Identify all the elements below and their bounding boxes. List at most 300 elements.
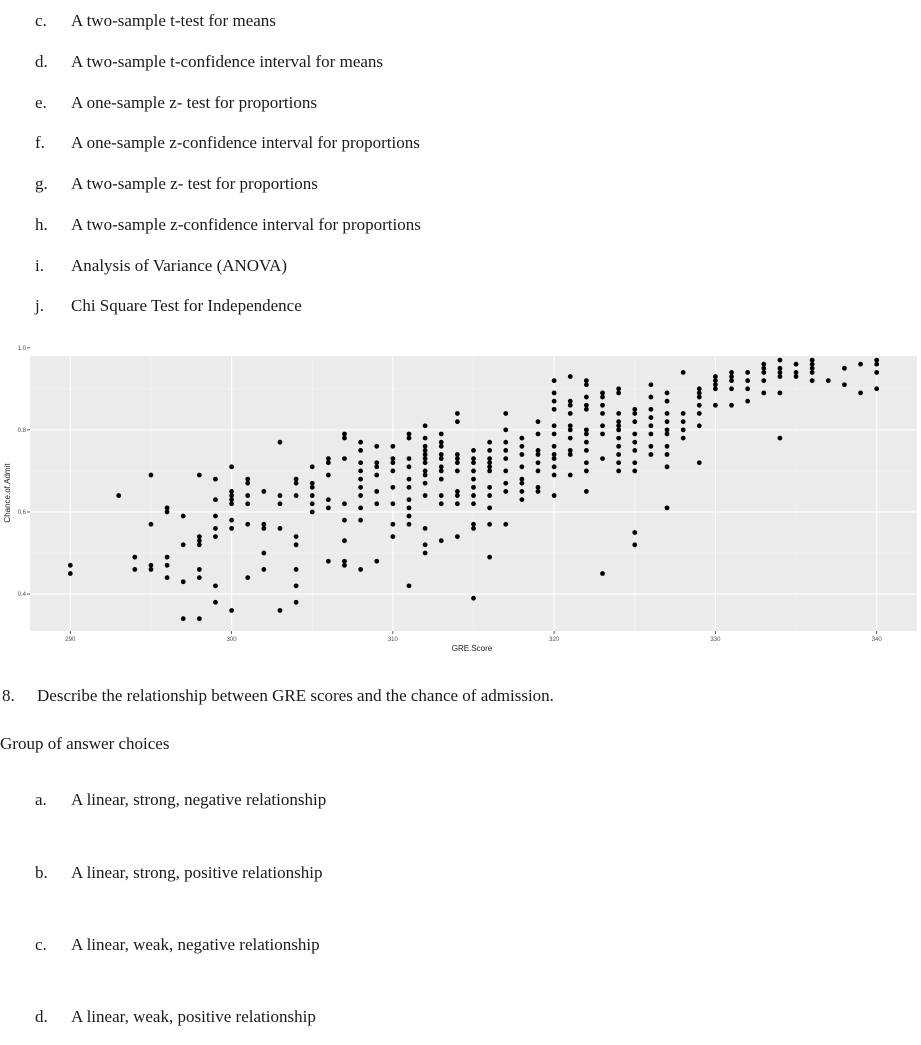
scatter-point bbox=[326, 473, 331, 478]
scatter-point bbox=[729, 378, 734, 383]
scatter-point bbox=[810, 366, 815, 371]
x-tick-label: 300 bbox=[226, 637, 237, 643]
scatter-point bbox=[584, 403, 589, 408]
scatter-point bbox=[810, 378, 815, 383]
scatter-point bbox=[713, 374, 718, 379]
scatter-point bbox=[761, 378, 766, 383]
scatter-point bbox=[536, 452, 541, 457]
scatter-point bbox=[552, 399, 557, 404]
scatter-point bbox=[503, 411, 508, 416]
scatter-point bbox=[584, 440, 589, 445]
scatter-point bbox=[471, 485, 476, 490]
scatter-point bbox=[632, 460, 637, 465]
scatter-point bbox=[697, 395, 702, 400]
scatter-point bbox=[536, 485, 541, 490]
x-tick-label: 320 bbox=[549, 637, 560, 643]
scatter-point bbox=[390, 534, 395, 539]
scatter-point bbox=[358, 567, 363, 572]
y-tick-label: 1.0 bbox=[17, 345, 26, 352]
scatter-point bbox=[390, 501, 395, 506]
scatter-point bbox=[697, 423, 702, 428]
scatter-point bbox=[649, 432, 654, 437]
scatter-point bbox=[536, 448, 541, 453]
scatter-point bbox=[471, 522, 476, 527]
scatter-point bbox=[745, 399, 750, 404]
scatter-point bbox=[568, 427, 573, 432]
scatter-point bbox=[68, 571, 73, 576]
scatter-point bbox=[374, 473, 379, 478]
scatter-point bbox=[181, 514, 186, 519]
scatter-point bbox=[681, 427, 686, 432]
scatter-point bbox=[423, 436, 428, 441]
scatter-point bbox=[600, 423, 605, 428]
scatter-point bbox=[261, 526, 266, 531]
scatter-point bbox=[294, 477, 299, 482]
scatter-point bbox=[665, 399, 670, 404]
scatter-point bbox=[568, 448, 573, 453]
scatter-point bbox=[278, 493, 283, 498]
scatter-point bbox=[423, 542, 428, 547]
option-text: A two-sample z-confidence interval for proportions bbox=[71, 215, 421, 234]
scatter-point bbox=[213, 526, 218, 531]
scatter-point bbox=[342, 456, 347, 461]
scatter-point bbox=[649, 382, 654, 387]
scatter-point bbox=[423, 452, 428, 457]
scatter-point bbox=[600, 571, 605, 576]
scatter-point bbox=[632, 530, 637, 535]
option-letter: i. bbox=[35, 256, 44, 275]
scatter-point bbox=[487, 448, 492, 453]
scatter-point bbox=[632, 469, 637, 474]
scatter-point bbox=[229, 501, 234, 506]
option-text: A two-sample t-test for means bbox=[71, 11, 276, 30]
scatter-point bbox=[407, 432, 412, 437]
scatter-point bbox=[181, 542, 186, 547]
scatter-point bbox=[584, 378, 589, 383]
scatter-point bbox=[278, 608, 283, 613]
scatter-point bbox=[229, 526, 234, 531]
scatter-point bbox=[455, 419, 460, 424]
scatter-point bbox=[761, 391, 766, 396]
scatter-point bbox=[584, 395, 589, 400]
scatter-point bbox=[503, 456, 508, 461]
scatter-point bbox=[149, 522, 154, 527]
option-letter: d. bbox=[35, 1007, 48, 1026]
scatter-point bbox=[487, 555, 492, 560]
scatter-point bbox=[616, 386, 621, 391]
y-tick-label: 0.6 bbox=[17, 509, 26, 516]
scatter-point bbox=[503, 427, 508, 432]
scatter-point bbox=[439, 432, 444, 437]
scatter-point bbox=[858, 362, 863, 367]
option-letter: b. bbox=[35, 863, 48, 882]
scatter-point bbox=[778, 370, 783, 375]
scatter-point bbox=[149, 563, 154, 568]
scatter-point bbox=[745, 386, 750, 391]
scatter-point bbox=[342, 436, 347, 441]
scatter-point bbox=[568, 374, 573, 379]
scatter-point bbox=[503, 469, 508, 474]
scatter-point bbox=[116, 493, 121, 498]
scatter-point bbox=[423, 448, 428, 453]
scatter-point bbox=[407, 464, 412, 469]
scatter-point bbox=[552, 407, 557, 412]
scatter-point bbox=[358, 505, 363, 510]
scatter-point bbox=[552, 432, 557, 437]
scatter-point bbox=[665, 432, 670, 437]
scatter-point bbox=[358, 493, 363, 498]
scatter-point bbox=[245, 501, 250, 506]
scatter-point bbox=[616, 427, 621, 432]
scatter-point bbox=[568, 399, 573, 404]
scatter-point bbox=[649, 395, 654, 400]
option-letter: h. bbox=[35, 215, 48, 234]
scatter-point bbox=[697, 386, 702, 391]
option-letter: c. bbox=[35, 935, 47, 954]
scatter-point bbox=[149, 567, 154, 572]
scatter-point bbox=[632, 440, 637, 445]
scatter-point bbox=[874, 358, 879, 363]
scatter-point bbox=[584, 432, 589, 437]
scatter-point bbox=[278, 501, 283, 506]
scatter-point bbox=[439, 464, 444, 469]
scatter-point bbox=[132, 555, 137, 560]
scatter-point bbox=[471, 477, 476, 482]
scatter-point bbox=[649, 415, 654, 420]
scatter-point bbox=[197, 575, 202, 580]
scatter-point bbox=[632, 448, 637, 453]
scatter-point bbox=[390, 522, 395, 527]
scatter-point bbox=[616, 469, 621, 474]
scatter-point bbox=[519, 436, 524, 441]
scatter-point bbox=[761, 366, 766, 371]
scatter-point bbox=[568, 452, 573, 457]
scatter-point bbox=[342, 538, 347, 543]
option-text: A two-sample z- test for proportions bbox=[71, 174, 318, 193]
scatter-point bbox=[245, 477, 250, 482]
scatter-point bbox=[600, 411, 605, 416]
scatter-point bbox=[407, 522, 412, 527]
scatter-point bbox=[584, 407, 589, 412]
scatter-point bbox=[826, 378, 831, 383]
scatter-point bbox=[632, 411, 637, 416]
scatter-point bbox=[681, 419, 686, 424]
scatter-point bbox=[358, 518, 363, 523]
scatter-point bbox=[697, 391, 702, 396]
scatter-point bbox=[390, 456, 395, 461]
scatter-point bbox=[407, 436, 412, 441]
scatter-point bbox=[552, 456, 557, 461]
scatter-point bbox=[810, 370, 815, 375]
scatter-point bbox=[842, 366, 847, 371]
scatter-point bbox=[616, 452, 621, 457]
scatter-point bbox=[778, 366, 783, 371]
scatter-point bbox=[310, 493, 315, 498]
y-axis-label: Chance.of.Admit bbox=[3, 463, 12, 523]
x-tick-label: 340 bbox=[871, 637, 882, 643]
scatter-point bbox=[229, 489, 234, 494]
scatter-point bbox=[439, 501, 444, 506]
scatter-point bbox=[681, 436, 686, 441]
scatter-point bbox=[245, 522, 250, 527]
scatter-point bbox=[390, 485, 395, 490]
scatter-point bbox=[439, 440, 444, 445]
scatter-point bbox=[310, 501, 315, 506]
scatter-point bbox=[197, 534, 202, 539]
scatter-point bbox=[342, 518, 347, 523]
scatter-point bbox=[181, 579, 186, 584]
scatter-point bbox=[842, 382, 847, 387]
answer-group-label: Group of answer choices bbox=[0, 734, 170, 753]
scatter-point bbox=[455, 493, 460, 498]
scatter-point bbox=[487, 493, 492, 498]
scatter-point bbox=[165, 510, 170, 515]
scatter-point bbox=[358, 477, 363, 482]
scatter-point bbox=[423, 526, 428, 531]
scatter-point bbox=[197, 616, 202, 621]
scatter-point bbox=[471, 460, 476, 465]
scatter-point bbox=[407, 456, 412, 461]
scatter-point bbox=[600, 391, 605, 396]
scatter-point bbox=[616, 444, 621, 449]
scatter-point bbox=[294, 542, 299, 547]
scatter-point bbox=[165, 575, 170, 580]
scatter-point bbox=[197, 473, 202, 478]
scatter-point bbox=[374, 501, 379, 506]
scatter-point bbox=[439, 477, 444, 482]
scatter-point bbox=[213, 600, 218, 605]
scatter-point bbox=[536, 460, 541, 465]
scatter-point bbox=[584, 460, 589, 465]
scatter-point bbox=[455, 411, 460, 416]
scatter-point bbox=[874, 386, 879, 391]
scatter-point bbox=[165, 563, 170, 568]
option-text: A linear, weak, positive relationship bbox=[71, 1007, 316, 1026]
scatter-point bbox=[713, 386, 718, 391]
option-text: A linear, strong, negative relationship bbox=[71, 790, 327, 809]
scatter-point bbox=[503, 440, 508, 445]
scatter-point bbox=[423, 469, 428, 474]
scatter-point bbox=[600, 456, 605, 461]
scatter-point bbox=[326, 497, 331, 502]
scatter-point bbox=[358, 460, 363, 465]
scatter-point bbox=[665, 427, 670, 432]
scatter-point bbox=[358, 485, 363, 490]
scatter-point bbox=[407, 497, 412, 502]
scatter-point bbox=[197, 567, 202, 572]
scatter-point bbox=[407, 477, 412, 482]
scatter-point bbox=[342, 432, 347, 437]
scatter-point bbox=[358, 448, 363, 453]
scatter-point bbox=[632, 419, 637, 424]
scatter-point bbox=[471, 526, 476, 531]
scatter-point bbox=[552, 423, 557, 428]
scatter-point bbox=[568, 403, 573, 408]
scatter-chart bbox=[0, 345, 921, 655]
scatter-point bbox=[213, 477, 218, 482]
scatter-point bbox=[600, 395, 605, 400]
scatter-point bbox=[552, 444, 557, 449]
scatter-point bbox=[278, 526, 283, 531]
scatter-point bbox=[874, 362, 879, 367]
scatter-point bbox=[519, 477, 524, 482]
scatter-point bbox=[794, 362, 799, 367]
scatter-point bbox=[423, 473, 428, 478]
scatter-point bbox=[471, 501, 476, 506]
scatter-point bbox=[681, 370, 686, 375]
scatter-point bbox=[197, 538, 202, 543]
scatter-point bbox=[261, 551, 266, 556]
scatter-point bbox=[310, 464, 315, 469]
scatter-point bbox=[245, 575, 250, 580]
scatter-point bbox=[326, 559, 331, 564]
scatter-point bbox=[778, 391, 783, 396]
x-tick-label: 330 bbox=[710, 637, 721, 643]
scatter-point bbox=[649, 452, 654, 457]
y-tick-label: 0.8 bbox=[17, 427, 26, 434]
scatter-point bbox=[810, 358, 815, 363]
option-text: Chi Square Test for Independence bbox=[71, 296, 302, 315]
scatter-point bbox=[503, 522, 508, 527]
scatter-point bbox=[165, 505, 170, 510]
scatter-point bbox=[294, 493, 299, 498]
scatter-point bbox=[600, 432, 605, 437]
scatter-point bbox=[423, 456, 428, 461]
scatter-point bbox=[568, 436, 573, 441]
scatter-point bbox=[487, 485, 492, 490]
scatter-point bbox=[503, 448, 508, 453]
scatter-point bbox=[68, 563, 73, 568]
y-tick-label: 0.4 bbox=[17, 592, 26, 599]
scatter-point bbox=[423, 481, 428, 486]
scatter-point bbox=[552, 493, 557, 498]
scatter-point bbox=[455, 456, 460, 461]
scatter-point bbox=[487, 505, 492, 510]
scatter-point bbox=[455, 460, 460, 465]
scatter-point bbox=[487, 469, 492, 474]
scatter-point bbox=[487, 522, 492, 527]
scatter-point bbox=[439, 469, 444, 474]
scatter-point bbox=[310, 481, 315, 486]
scatter-point bbox=[487, 460, 492, 465]
scatter-point bbox=[584, 448, 589, 453]
scatter-point bbox=[213, 534, 218, 539]
scatter-point bbox=[665, 505, 670, 510]
scatter-point bbox=[552, 378, 557, 383]
scatter-point bbox=[374, 444, 379, 449]
scatter-point bbox=[390, 460, 395, 465]
scatter-point bbox=[326, 456, 331, 461]
scatter-point bbox=[245, 481, 250, 486]
scatter-point bbox=[390, 469, 395, 474]
scatter-point bbox=[213, 514, 218, 519]
scatter-point bbox=[519, 489, 524, 494]
scatter-point bbox=[278, 440, 283, 445]
scatter-point bbox=[568, 473, 573, 478]
scatter-point bbox=[197, 542, 202, 547]
scatter-point bbox=[423, 551, 428, 556]
scatter-point bbox=[616, 436, 621, 441]
scatter-point bbox=[471, 456, 476, 461]
scatter-point bbox=[600, 403, 605, 408]
scatter-point bbox=[632, 432, 637, 437]
scatter-point bbox=[294, 600, 299, 605]
scatter-point bbox=[729, 374, 734, 379]
scatter-point bbox=[584, 382, 589, 387]
scatter-point bbox=[342, 563, 347, 568]
scatter-point bbox=[310, 510, 315, 515]
scatter-point bbox=[213, 497, 218, 502]
scatter-point bbox=[229, 608, 234, 613]
scatter-point bbox=[616, 460, 621, 465]
option-letter: c. bbox=[35, 11, 47, 30]
option-text: A one-sample z-confidence interval for proportions bbox=[71, 133, 420, 152]
scatter-point bbox=[423, 423, 428, 428]
scatter-point bbox=[390, 444, 395, 449]
scatter-point bbox=[487, 456, 492, 461]
scatter-point bbox=[455, 501, 460, 506]
scatter-point bbox=[761, 370, 766, 375]
scatter-point bbox=[229, 493, 234, 498]
scatter-point bbox=[632, 407, 637, 412]
scatter-point bbox=[245, 493, 250, 498]
option-letter: a. bbox=[35, 790, 47, 809]
x-tick-label: 290 bbox=[65, 637, 76, 643]
scatter-point bbox=[374, 489, 379, 494]
x-axis-label: GRE.Score bbox=[451, 644, 493, 653]
scatter-point bbox=[649, 444, 654, 449]
scatter-point bbox=[455, 469, 460, 474]
scatter-point bbox=[261, 567, 266, 572]
scatter-point bbox=[407, 583, 412, 588]
option-text: A two-sample t-confidence interval for means bbox=[71, 52, 384, 71]
option-text: Analysis of Variance (ANOVA) bbox=[71, 256, 288, 275]
scatter-point bbox=[649, 423, 654, 428]
scatter-point bbox=[713, 403, 718, 408]
scatter-point bbox=[213, 583, 218, 588]
scatter-point bbox=[536, 489, 541, 494]
scatter-point bbox=[794, 374, 799, 379]
scatter-point bbox=[616, 411, 621, 416]
scatter-point bbox=[778, 374, 783, 379]
scatter-point bbox=[439, 444, 444, 449]
scatter-point bbox=[713, 382, 718, 387]
scatter-point bbox=[536, 432, 541, 437]
scatter-point bbox=[374, 464, 379, 469]
option-letter: g. bbox=[35, 174, 48, 193]
scatter-point bbox=[149, 473, 154, 478]
scatter-point bbox=[584, 427, 589, 432]
scatter-point bbox=[616, 391, 621, 396]
scatter-point bbox=[261, 489, 266, 494]
scatter-point bbox=[519, 452, 524, 457]
scatter-point bbox=[778, 358, 783, 363]
scatter-point bbox=[294, 481, 299, 486]
scatter-point bbox=[810, 362, 815, 367]
scatter-point bbox=[778, 436, 783, 441]
scatter-point bbox=[471, 596, 476, 601]
scatter-point bbox=[794, 370, 799, 375]
scatter-point bbox=[616, 423, 621, 428]
scatter-point bbox=[519, 481, 524, 486]
scatter-point bbox=[584, 489, 589, 494]
scatter-point bbox=[439, 456, 444, 461]
scatter-point bbox=[455, 452, 460, 457]
scatter-point bbox=[713, 378, 718, 383]
x-tick-label: 310 bbox=[387, 637, 398, 643]
scatter-point bbox=[632, 542, 637, 547]
question-number: 8. bbox=[2, 686, 15, 705]
